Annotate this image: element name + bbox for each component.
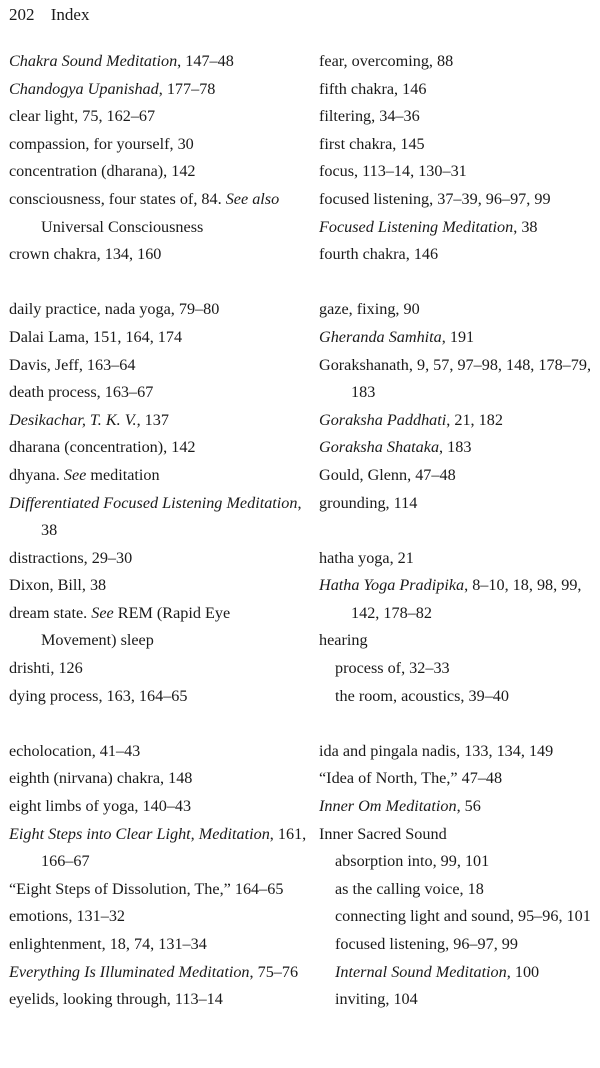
index-subentry <box>319 986 599 1014</box>
letter-group-gap <box>319 269 599 297</box>
entry-text: , 38 <box>513 217 538 236</box>
entry-text: inviting, 104 <box>335 990 418 1009</box>
index-subentry <box>319 903 599 931</box>
entry-italic-text: Inner Om Meditation <box>319 797 457 816</box>
index-entry <box>9 48 309 76</box>
entry-text: Gould, Glenn, 47–48 <box>319 465 456 484</box>
index-entry <box>319 103 599 131</box>
index-entry <box>9 959 309 987</box>
letter-group-gap <box>319 517 599 545</box>
index-subentry <box>319 655 599 683</box>
index-entry <box>319 76 599 104</box>
index-entry <box>9 655 309 683</box>
entry-text: , 56 <box>456 797 481 816</box>
entry-text: eyelids, looking through, 113–14 <box>9 990 223 1009</box>
entry-text: focused listening, 37–39, 96–97, 99 <box>319 189 551 208</box>
entry-italic-text: Hatha Yoga Pradipika <box>319 576 465 595</box>
letter-group-gap <box>9 269 309 297</box>
entry-text: clear light, 75, 162–67 <box>9 107 156 126</box>
entry-text: process of, 32–33 <box>335 659 450 678</box>
entry-text: Inner Sacred Sound <box>319 824 447 843</box>
index-entry <box>9 986 309 1014</box>
entry-italic-text: Goraksha Paddhati <box>319 410 447 429</box>
entry-italic-text: Eight Steps into Clear Light, Meditation <box>9 824 270 843</box>
entry-text: distractions, 29–30 <box>9 548 133 567</box>
entry-italic-text: Differentiated Focused Listening Meditation <box>9 493 298 512</box>
page-number: 202 <box>9 5 35 24</box>
index-entry <box>9 903 309 931</box>
index-entry <box>9 296 309 324</box>
index-column-right <box>319 48 599 1014</box>
index-subentry <box>319 876 599 904</box>
index-entry <box>319 214 599 242</box>
index-entry <box>9 352 309 380</box>
index-entry <box>9 931 309 959</box>
entry-text: fourth chakra, 146 <box>319 245 439 264</box>
entry-text: eight limbs of yoga, 140–43 <box>9 797 192 816</box>
index-entry <box>9 765 309 793</box>
index-entry <box>9 131 309 159</box>
index-entry <box>319 296 599 324</box>
index-entry <box>9 103 309 131</box>
entry-text: , 100 <box>506 962 540 981</box>
entry-text: eighth (nirvana) chakra, 148 <box>9 769 193 788</box>
index-entry <box>319 324 599 352</box>
entry-text: , 137 <box>136 410 169 429</box>
index-entry <box>9 158 309 186</box>
entry-italic-text: Focused Listening Meditation <box>319 217 514 236</box>
entry-text: Dalai Lama, 151, 164, 174 <box>9 327 183 346</box>
entry-text: absorption into, 99, 101 <box>335 852 490 871</box>
entry-italic-text: Desikachar, T. K. V. <box>9 410 137 429</box>
index-entry <box>9 76 309 104</box>
entry-text: the room, acoustics, 39–40 <box>335 686 509 705</box>
running-header <box>9 4 89 26</box>
index-entry <box>319 462 599 490</box>
entry-text: grounding, 114 <box>319 493 418 512</box>
index-entry <box>9 821 309 876</box>
entry-text: “Idea of North, The,” 47–48 <box>319 769 503 788</box>
index-entry <box>9 572 309 600</box>
entry-text: Gorakshanath, 9, 57, 97–98, 148, 178–79, 183 <box>319 355 592 402</box>
entry-text: drishti, 126 <box>9 659 83 678</box>
entry-text: gaze, fixing, 90 <box>319 300 420 319</box>
index-subentry <box>319 848 599 876</box>
index-subentry <box>319 683 599 711</box>
index-entry <box>319 158 599 186</box>
index-entry <box>319 793 599 821</box>
entry-text: filtering, 34–36 <box>319 107 420 126</box>
index-entry <box>319 48 599 76</box>
index-entry <box>319 352 599 407</box>
entry-text: , 147–48 <box>177 52 234 70</box>
entry-text: daily practice, nada yoga, 79–80 <box>9 300 220 319</box>
entry-text: focused listening, 96–97, 99 <box>335 935 518 953</box>
entry-text: , 38 <box>41 493 302 540</box>
index-subentry <box>319 931 599 959</box>
index-entry <box>9 738 309 766</box>
index-entry <box>9 600 309 655</box>
entry-text: REM (Rapid Eye Movement) sleep <box>41 603 231 650</box>
entry-text: crown chakra, 134, 160 <box>9 245 162 264</box>
index-entry <box>319 572 599 627</box>
entry-text: Davis, Jeff, 163–64 <box>9 355 136 374</box>
section-title: Index <box>50 5 90 24</box>
entry-text: ida and pingala nadis, 133, 134, 149 <box>319 741 554 760</box>
entry-italic-text: Chandogya Upanishad <box>9 79 159 98</box>
entry-text: , 161, 166–67 <box>41 824 307 871</box>
letter-group-gap <box>9 710 309 738</box>
entry-text: enlightenment, 18, 74, 131–34 <box>9 935 207 953</box>
index-entry <box>319 821 599 849</box>
index-entry <box>9 186 309 241</box>
entry-text: , 75–76 <box>249 962 299 981</box>
entry-italic-text: Goraksha Shataka <box>319 438 440 457</box>
index-entry <box>319 186 599 214</box>
entry-text: fifth chakra, 146 <box>319 79 427 98</box>
entry-italic-text: Gheranda Samhita <box>319 327 442 346</box>
index-entry <box>319 241 599 269</box>
entry-text: dying process, 163, 164–65 <box>9 686 188 705</box>
entry-text: Dixon, Bill, 38 <box>9 576 107 595</box>
entry-text: , 191 <box>441 327 475 346</box>
index-entry <box>319 407 599 435</box>
entry-italic-text: See also <box>225 189 280 208</box>
entry-text: connecting light and sound, 95–96, 101 <box>335 907 591 926</box>
entry-italic-text: Chakra Sound Meditation <box>9 52 178 70</box>
entry-text: fear, overcoming, 88 <box>319 52 454 70</box>
index-entry <box>319 545 599 573</box>
entry-text: death process, 163–67 <box>9 383 154 402</box>
index-column-left <box>9 48 309 1014</box>
entry-text: Universal Consciousness <box>41 217 204 236</box>
entry-text: consciousness, four states of, 84. <box>9 189 226 208</box>
entry-text: “Eight Steps of Dissolution, The,” 164–65 <box>9 879 284 898</box>
index-entry <box>319 490 599 518</box>
entry-text: hatha yoga, 21 <box>319 548 414 567</box>
index-entry <box>9 545 309 573</box>
index-entry <box>9 490 309 545</box>
entry-text: , 183 <box>439 438 472 457</box>
index-subentry <box>319 959 599 987</box>
letter-group-gap <box>319 710 599 738</box>
index-entry <box>319 131 599 159</box>
index-entry <box>9 876 309 904</box>
index-entry <box>9 324 309 352</box>
index-entry <box>9 407 309 435</box>
index-entry <box>9 683 309 711</box>
entry-text: dharana (concentration), 142 <box>9 438 196 457</box>
entry-italic-text: Everything Is Illuminated Meditation <box>9 962 250 981</box>
index-entry <box>319 627 599 655</box>
entry-text: compassion, for yourself, 30 <box>9 134 194 153</box>
entry-text: , 177–78 <box>158 79 216 98</box>
index-entry <box>319 738 599 766</box>
index-entry <box>9 462 309 490</box>
entry-text: , 21, 182 <box>446 410 503 429</box>
entry-text: dream state. <box>9 603 92 622</box>
entry-text: hearing <box>319 631 368 650</box>
entry-text: meditation <box>86 465 160 484</box>
entry-text: concentration (dharana), 142 <box>9 162 196 181</box>
entry-text: , 8–10, 18, 98, 99, 142, 178–82 <box>351 576 582 622</box>
entry-text: dhyana. <box>9 465 64 484</box>
entry-italic-text: Internal Sound Meditation <box>335 962 507 981</box>
index-entry <box>319 765 599 793</box>
entry-italic-text: See <box>63 465 87 484</box>
index-entry <box>9 241 309 269</box>
entry-text: echolocation, 41–43 <box>9 741 141 760</box>
index-entry <box>9 379 309 407</box>
entry-text: first chakra, 145 <box>319 134 425 153</box>
index-entry <box>319 434 599 462</box>
index-entry <box>9 793 309 821</box>
entry-text: emotions, 131–32 <box>9 907 126 926</box>
entry-text: focus, 113–14, 130–31 <box>319 162 467 181</box>
index-entry <box>9 434 309 462</box>
entry-italic-text: See <box>91 603 114 622</box>
entry-text: as the calling voice, 18 <box>335 879 484 898</box>
